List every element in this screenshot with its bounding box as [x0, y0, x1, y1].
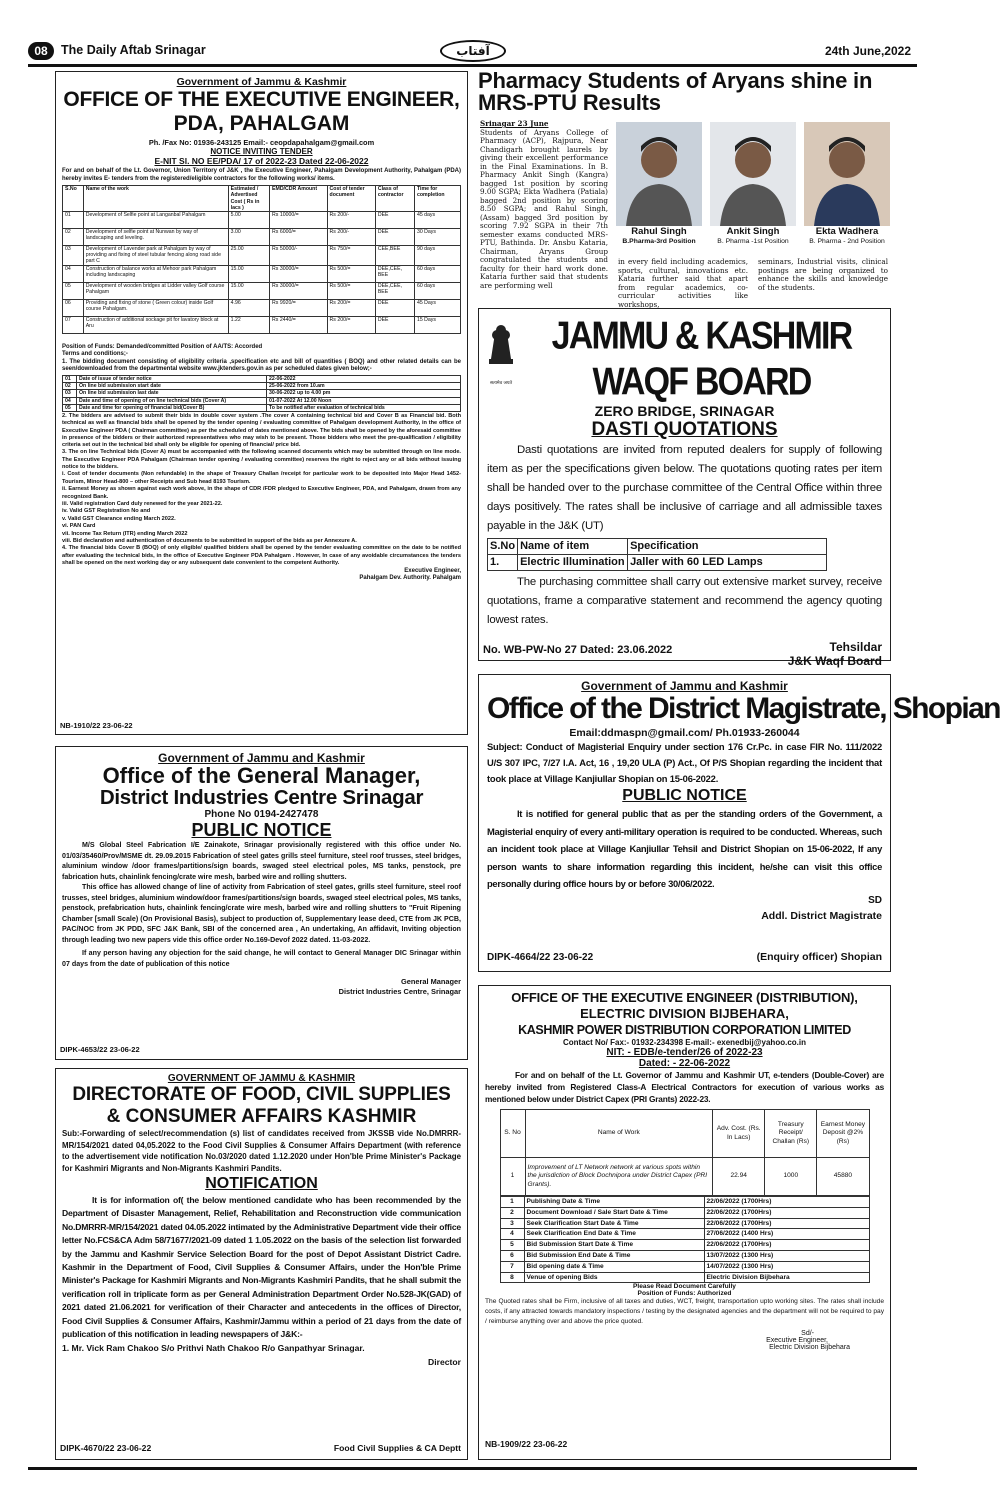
table-cell: Rs 750/=	[327, 246, 375, 266]
table-cell: 1.22	[228, 316, 269, 333]
table-cell: Construction of balance works at Mehoor park Pahalgam including landscaping	[83, 265, 228, 282]
ad-ref-no: NB-1910/22 23-06-22	[60, 721, 133, 730]
table-cell: 25-06-2022 from 10.am	[267, 383, 461, 390]
list-item: i. Cost of tender documents (Non refundable) in the shape of Treasury Challan /receipt for particular work to be deposited into Major Head 1452- Tourism, Minor Head-800 – other Receipts and Sub head 8193 Tourism.	[62, 471, 461, 485]
column-header: S. No	[500, 1110, 525, 1158]
table-cell: CEE,BEE	[375, 246, 414, 266]
term-3: 3. The on line Technical bids (Cover A) must be accompanied with the following scanned documents which may be submitted through on line mode. The Executive Engineer PDA Pahalgam (Chairman tender opening / evaluating committee) reserves the right to reject any or all bids without issuing notice to the bidders.	[62, 449, 461, 471]
student-position: B. Pharma - 2nd Position	[809, 238, 885, 245]
notice-type: DASTI QUOTATIONS	[591, 419, 778, 440]
table-cell: Document Download / Sale Start Date & Time	[524, 1207, 704, 1218]
address: ZERO BRIDGE, SRINAGAR	[594, 403, 775, 419]
table-cell: 2	[500, 1207, 524, 1218]
table-cell: 30-06-2022 up to 4.00 pm	[267, 390, 461, 397]
table-cell: 04	[63, 265, 84, 282]
table-cell: DEE	[375, 316, 414, 333]
table-header-row	[500, 1110, 869, 1158]
page-header	[28, 40, 917, 64]
table-row	[63, 404, 461, 411]
signature-2: (Enquiry officer) Shopian	[756, 951, 882, 963]
table-cell: 05	[63, 404, 77, 411]
column-header: Adv. Cost. (Rs. In Lacs)	[713, 1110, 765, 1158]
table-cell: 22/06/2022 (1700Hrs)	[704, 1207, 869, 1218]
ad-ref-no: DIPK-4653/22 23-06-22	[60, 1045, 140, 1054]
sd-mark: SD	[868, 894, 882, 906]
table-row	[500, 1158, 869, 1196]
footer-rule	[28, 1467, 917, 1470]
list-item: v. Valid GST Clearance ending March 2022.	[62, 515, 176, 522]
table-cell: Rs 200/-	[327, 212, 375, 229]
table-cell: Seek Clarification End Date & Time	[524, 1229, 704, 1240]
table-cell: 15 Days	[414, 316, 460, 333]
table-cell: 25.00	[228, 246, 269, 266]
table-cell: On line bid submission start date	[77, 383, 267, 390]
table-row	[63, 390, 461, 397]
table-cell: Rs 9920/=	[270, 299, 328, 316]
student-name: Ekta Wadhera	[815, 226, 879, 237]
term-1: 1. The bidding document consisting of eligibility criteria ,specification etc and bill of quantities ( BOQ) and other related details can be seen/downloaded from the departmental website www.jktenders.gov.in as per scheduled dates given below;-	[62, 358, 461, 373]
column-header: Class of contractor	[375, 186, 414, 212]
table-cell: 45 Days	[414, 299, 460, 316]
table-cell: 22.94	[713, 1158, 765, 1196]
table-cell: 03	[63, 246, 84, 266]
article-col-3: seminars, Industrial visits, clinical postings are being organized to enhance the skills and knowledge of the students.	[758, 257, 888, 292]
items-table	[487, 538, 827, 571]
list-item: viii. Bid declaration and authentication of documents to be submitted in support of the bids as per Annexure A.	[62, 538, 357, 545]
notice-type: PUBLIC NOTICE	[622, 787, 747, 804]
notice-title: Office of the District Magistrate, Shopian	[487, 692, 1000, 725]
table-cell: Development of wooden bridges at Lidder valley Golf course Pahalgam	[83, 282, 228, 299]
ad-ref-no: No. WB-PW-No 27 Dated: 23.06.2022	[483, 644, 673, 656]
table-row	[63, 375, 461, 382]
waqf-quotation-notice	[478, 308, 891, 668]
table-cell: Rs 200/=	[327, 316, 375, 333]
notice-type: NOTICE INVITING TENDER	[210, 147, 313, 156]
table-cell: 45 days	[414, 212, 460, 229]
table-cell: Rs 2440/=	[270, 316, 328, 333]
signature-1: Executive Engineer,	[404, 567, 461, 574]
ad-ref-no: NB-1909/22 23-06-22	[485, 1439, 568, 1449]
tender-ref: E-NIT Sl. NO EE/PDA/ 17 of 2022-23 Dated 22-06-2022	[154, 156, 369, 166]
column-header: Earnest Money Deposit @2% (Rs)	[817, 1110, 869, 1158]
funds-line: Position of Funds: Demanded/committed Position of AA/TS: Accorded	[62, 343, 263, 350]
article-headline: Pharmacy Students of Aryans shine in MRS-PTU Results	[478, 68, 873, 115]
table-cell: 02	[63, 383, 77, 390]
column-header: Estimated / Advertised Cost ( Rs in lacs )	[228, 186, 269, 212]
signature-1: General Manager	[401, 977, 461, 986]
table-cell: 01	[63, 212, 84, 229]
terms-heading: Terms and conditions;-	[62, 351, 128, 358]
table-cell: 22/06/2022 (1700Hrs)	[704, 1240, 869, 1251]
student-position: B. Pharma -1st Position	[717, 238, 789, 245]
document-list	[62, 471, 461, 567]
schedule-table	[500, 1196, 870, 1283]
table-cell: 04	[63, 397, 77, 404]
table-cell: 22/06/2022 (1700Hrs)	[704, 1218, 869, 1229]
footer-text: The Quoted rates shall be Firm, inclusive of all taxes and duties, WCT, freight, transportation upto working sites. The rates shall include costs, if any attracted towards mandatory inspections / testing by the designated agencies and the department will not be required to pay / reimburse anything over and above the price quoted.	[485, 1298, 884, 1325]
table-cell: Providing and fixing of stone ( Green colour) inside Golf course Pahalgam.	[83, 299, 228, 316]
table-cell: 15.00	[228, 265, 269, 282]
notice-title-2: District Industries Centre Srinagar	[99, 786, 424, 809]
notice-title: DIRECTORATE OF FOOD, CIVIL SUPPLIES	[72, 1084, 451, 1105]
newspaper-logo: آفتاب	[440, 40, 506, 62]
pda-tender-notice	[55, 71, 468, 735]
student-name: Rahul Singh	[631, 226, 687, 237]
table-cell: 5.00	[228, 212, 269, 229]
national-emblem-icon: सत्यमेव जयते	[485, 315, 517, 375]
term-2: 2. The bidders are advised to submit their bids in double cover system .The cover A containing technical bid and Cover B as Financial bid. Both technical as well as financial bids shall be opened by the tender opening / evaluating committee of Pahalgam development Authority, in the office of Executive Engineer PDA ( Chairman committee) as per the scheduled of dates mentioned above. The bids shall be opened by the aforesaid committee in presence of the bidders or their authorized representatives who may wish to be present. Those bidders who meet the pre-qualification / eligibility criteria set out in the technical bid shall only be eligible for opening of financial/ price bid.	[62, 413, 461, 449]
table-cell: Rs 500/=	[327, 282, 375, 299]
table-cell: Rs 200/-	[327, 229, 375, 246]
body-text: It is notified for general public that as per the standing orders of the Government, a Magisterial enquiry of every anti-military operation is required to be conducted. Whereas, such an incident took place at Village Kanjiullar Tehsil and District Shopian on 15-06-2022, If any person wants to share information regarding this incident, he/she can visit this office personally during office hours by or before 30/06/2022.	[487, 808, 882, 889]
table-cell: Development of selfie point at Nunwan by way of landscaping and leveling.	[83, 229, 228, 246]
body-text-2: The purchasing committee shall carry out extensive market survey, receive quotations, frame a comparative statement and recommend the agency quoting lowest rates.	[487, 576, 882, 626]
list-item: iv. Valid GST Registration No and	[62, 508, 151, 515]
signature-2: District Industries Centre, Srinagar	[338, 986, 461, 996]
table-cell: 22/06/2022 (1700Hrs)	[704, 1197, 869, 1208]
student-position: B.Pharma-3rd Position	[622, 238, 696, 245]
table-cell: Rs 50000/-	[270, 246, 328, 266]
body-text: It is for information of( the below mentioned candidate who has been recommended by the Department of Disaster Management, Relief, Rehabilitation and Reconstruction vide communication No.DMRRR-MR/154/2021 dated 04.05.2022 intimated by the Administrative Department vide their office letter No.FCS&CA Adm 58/71677/2021-09 dated 1 1.05.2022 on the basis of the selection list forwarded by the Jammu and Kashmir Service Selection Board for the post of Depot Assistant District Cadre. Kashmir in the Department of Food, Civil Supplies & Consumer Affairs, under the Hon'ble Prime Minister's Package for Kashmiri Migrants and Non-Migrants Kashmiri Pandits, that he shall submit the verification roll in triplicate form as per General Administration Department Order No.528-JK(GAD) of 2021 dated 21.06.2021 for verification of their Character and antecedents in the offices of Director, Food Civil Supplies & Consumer Affairs, Kashmir/Jammu within a period of 21 days from the date of publication of this notification in leading newspapers of J&K:-	[62, 1195, 461, 1340]
table-header-row	[63, 186, 461, 212]
header-rule	[28, 64, 917, 67]
table-row	[63, 316, 461, 333]
nit-ref: NIT: - EDB/e-tender/26 of 2022-23	[606, 1047, 763, 1058]
student-photo	[710, 122, 796, 226]
notice-type: NOTIFICATION	[205, 1175, 318, 1192]
table-cell: 03	[63, 390, 77, 397]
notice-title-2: PDA, PAHALGAM	[173, 112, 350, 135]
table-cell: 30 Days	[414, 229, 460, 246]
table-cell: 5	[500, 1240, 524, 1251]
table-row	[63, 282, 461, 299]
signature-2: Pahalgam Dev. Authority. Pahalgam	[359, 575, 461, 582]
table-cell: 45880	[817, 1158, 869, 1196]
notice-title: OFFICE OF THE EXECUTIVE ENGINEER,	[63, 88, 460, 111]
table-cell: 02	[63, 229, 84, 246]
notice-type: PUBLIC NOTICE	[191, 820, 332, 840]
ad-ref-no: DIPK-4670/22 23-06-22	[60, 1443, 152, 1453]
govt-line: Government of Jammu and Kashmir	[581, 679, 788, 693]
table-cell: Venue of opening Bids	[524, 1272, 704, 1283]
works-table	[500, 1109, 870, 1196]
table-row: 1. Electric Illumination Jaller with 60 LED Lamps	[488, 555, 827, 571]
notice-title: JAMMU & KASHMIR WAQF BOARD	[551, 314, 852, 404]
article-col-2: in every field including academics, sports, cultural, innovations etc. Kataria further said that apart from regular academics, co-curricular activities like workshops,	[618, 257, 748, 309]
table-row	[500, 1240, 869, 1251]
govt-line: GOVERNMENT OF JAMMU & KASHMIR	[167, 1073, 356, 1084]
table-row	[63, 212, 461, 229]
dic-public-notice	[55, 746, 468, 1060]
phone-line: Phone No 0194-2427478	[204, 809, 319, 820]
table-cell: Rs 30000/=	[270, 265, 328, 282]
notice-title: OFFICE OF THE EXECUTIVE ENGINEER (DISTRIBUTION),	[511, 990, 858, 1005]
table-cell: 60 days	[414, 265, 460, 282]
table-row	[500, 1218, 869, 1229]
table-cell: DEE,CEE, BEE	[375, 265, 414, 282]
notice-title-3: KASHMIR POWER DISTRIBUTION CORPORATION LIMITED	[518, 1023, 851, 1037]
dates-table	[62, 375, 461, 412]
issue-date: 24th June,2022	[824, 44, 911, 58]
subject: Sub:-Forwarding of select/recommendation (s) list of candidates received from JKSSB vide No.DMRRR-MR/154/2021 dated 04,05.2022 to the Food Civil Supplies & Consumer Affairs Department (with reference to the advertisement vide notification No.03/2020 dated 1.12.2020 under Hon'ble Prime Minister's Package for Kashmiri Migrants and Non-Migrants Kashmiri Pandits.	[62, 1129, 461, 1173]
email-line: Email:ddmaspn@gmail.com/ Ph.01933-260044	[569, 727, 800, 739]
table-cell: Date and time for opening of financial bid(Cover B)	[77, 404, 267, 411]
notice-title: Office of the General Manager,	[102, 763, 421, 788]
table-row	[63, 383, 461, 390]
table-cell: Date and time of opening of on line technical bids (Cover A)	[77, 397, 267, 404]
student-card	[616, 122, 702, 257]
table-cell: Rs 500/=	[327, 265, 375, 282]
table-row	[500, 1207, 869, 1218]
article-text-1: Students of Aryans College of Pharmacy (ACP), Rajpura, Near Chandigarh brought laurels by giving their excellent performance in the Final Examinations. In B. Pharmacy Ankit Singh (Kangra) bagged 1st position by scoring 9.00 SGPA; Ekta Wadhera (Patiala) bagged 2nd position by scoring 8.50 SGPA; and Rahul Singh, (Assam) bagged 3rd position by scoring 7.92 SGPA in their 7th semester exams conducted MRS-PTU, Bathinda. Dr. Ansbu Kataria, Chairman, Aryans Group congratulated the students and faculty for their hard work done. Kataria further said that students are performing well	[480, 127, 608, 290]
article-col-1	[480, 120, 608, 290]
table-cell: 6	[500, 1250, 524, 1261]
table-cell: DEE	[375, 229, 414, 246]
table-row	[63, 246, 461, 266]
contact-line: Contact No/ Fax:- 01932-234398 E-mail:- exenedbij@yahoo.co.in	[563, 1038, 806, 1047]
signature-1: Director	[428, 1357, 461, 1368]
student-photos	[616, 122, 886, 257]
contact-line: Ph. /Fax No: 01936-243125 Email:- ceopdapahalgam@gmail.com	[148, 138, 375, 147]
ad-ref-no: DIPK-4664/22 23-06-22	[487, 952, 594, 963]
table-cell: 1	[500, 1158, 525, 1196]
table-cell: Rs 6000/=	[270, 229, 328, 246]
candidate-item: 1. Mr. Vick Ram Chakoo S/o Prithvi Nath Chakoo R/o Ganpathyar Srinagar.	[62, 1343, 365, 1354]
table-cell: Improvement of LT Network network at various spots within the jurisdiction of Block Dochnipora under District Capex (PRI Grants).	[525, 1158, 713, 1196]
table-cell: Publishing Date & Time	[524, 1197, 704, 1208]
dateline: Srinagar 23 June	[480, 119, 549, 128]
table-cell: DEE,CEE, BEE	[375, 282, 414, 299]
funds-line: Position of Funds: Authorized	[637, 1290, 732, 1298]
column-header: Time for completion	[414, 186, 460, 212]
table-cell: 07	[63, 316, 84, 333]
table-row	[500, 1197, 869, 1208]
signature-2: J&K Waqf Board	[787, 654, 882, 668]
table-cell: 4	[500, 1229, 524, 1240]
table-row	[63, 229, 461, 246]
table-cell: Seek Clarification Start Date & Time	[524, 1218, 704, 1229]
intro-text: For and on behalf of the Lt. Governor of Jammu and Kashmir UT, e-tenders (Double-Cover) are hereby invited from Registered Class-A Electrical Contractors for execution of various works as mentioned below under District Capex (PRI Grants) 2022-23.	[485, 1070, 884, 1104]
table-cell: DEE	[375, 212, 414, 229]
table-cell: Rs 30000/=	[270, 282, 328, 299]
table-cell: 15.00	[228, 282, 269, 299]
notice-title-2: ELECTRIC DIVISION BIJBEHARA,	[580, 1006, 789, 1021]
table-cell: 27/06/2022 (1400 Hrs)	[704, 1229, 869, 1240]
signature-1: Tehsildar	[829, 640, 882, 654]
pharmacy-article	[478, 68, 890, 309]
table-cell: Rs 10000/=	[270, 212, 328, 229]
table-row	[63, 397, 461, 404]
notice-title-2: & CONSUMER AFFAIRS KASHMIR	[106, 1106, 417, 1127]
table-cell: Construction of additional sockage pit for lavatory block at Aru	[83, 316, 228, 333]
works-table	[62, 185, 461, 333]
table-cell: 13/07/2022 (1300 Hrs)	[704, 1250, 869, 1261]
table-cell: 1	[500, 1197, 524, 1208]
column-header: S.No	[63, 186, 84, 212]
table-cell: Rs 200/=	[327, 299, 375, 316]
table-cell: Electric Division Bijbehara	[704, 1272, 869, 1283]
column-header: Name of Work	[525, 1110, 713, 1158]
kpdcl-tender-notice	[478, 985, 891, 1460]
table-row	[63, 265, 461, 282]
student-card	[710, 122, 796, 257]
student-card	[804, 122, 890, 257]
list-item: vii. Income Tax Return (ITR) ending March 2022	[62, 530, 188, 537]
table-row	[500, 1261, 869, 1272]
table-row	[63, 299, 461, 316]
table-cell: 1000	[765, 1158, 817, 1196]
table-cell: 14/07/2022 (1300 Hrs)	[704, 1261, 869, 1272]
table-row	[500, 1250, 869, 1261]
table-row	[500, 1229, 869, 1240]
read-note: Please Read Document Carefully	[633, 1283, 736, 1291]
table-cell: 06	[63, 299, 84, 316]
list-item: vi. PAN Card	[62, 523, 96, 530]
intro-text: For and on behalf of the Lt. Governor, Union Territory of J&K , the Executive Engineer, Pahalgam Development Authority, Pahalgam (PDA) hereby invites E- tenders from the registered/eligible contractors for the following works/ items.	[62, 168, 461, 182]
table-cell: 22-06-2022	[267, 375, 461, 382]
table-cell: 05	[63, 282, 84, 299]
table-cell: On line bid submission last date	[77, 390, 267, 397]
page-number-badge: 08	[28, 42, 54, 60]
table-cell: DEE	[375, 299, 414, 316]
signature-2: Food Civil Supplies & CA Deptt	[333, 1443, 461, 1453]
paragraph-2: This office has allowed change of line of activity from Fabrication of steel gates, grills steel furniture, steel roof trusses, steel bridges, aluminium window/door frames/partitions/sign boards, swaged steel electrical poles, MS tanks, penstock, prefabrication huts, chainlink fencing/crate wire mesh, barbed wire and rolling shutters to "Fruit Ripening Chamber [small Scale) (On Provisional Basis), subject to production of, Supplementary lease deed, CTE from JK PCB, PAC/NOC from JK PDD, SFC J&K Bank, SBI of the concerned area , An undertaking, An affidavit, Inviting objection through leading two new papers vide this office order No.169-Devof 2022 dated. 11-03-2022.	[62, 883, 461, 944]
sd-mark: Sd/-	[801, 1329, 814, 1337]
nit-date: Dated: - 22-06-2022	[638, 1058, 731, 1069]
govt-line: Government of Jammu and Kashmir	[158, 751, 365, 765]
dm-public-notice	[478, 674, 1000, 972]
table-cell: Bid opening date & Time	[524, 1261, 704, 1272]
student-photo	[616, 122, 702, 226]
subject: Subject: Conduct of Magisterial Enquiry under section 176 Cr.Pc. in case FIR No. 111/2022 U/S 307 IPC, 7/27 I.A. Act, 16 , 19,20 ULA (P) Act., Of P/S Shopian regarding the incident that took place at Village Kanjiullar Shopian on 15-06-2022.	[487, 741, 882, 784]
table-cell: 60 days	[414, 282, 460, 299]
signature-1: Addl. District Magistrate	[761, 909, 882, 922]
student-name: Ankit Singh	[726, 226, 780, 237]
table-cell: 8	[500, 1272, 524, 1283]
table-cell: Bid Submission End Date & Time	[524, 1250, 704, 1261]
list-item: ii. Earnest Money as shown against each work above, in the shape of CDR /FDR pledged to Executive Engineer, PDA, and Pahalgam, drawn from any recognized Bank.	[62, 486, 461, 500]
table-cell: 01	[63, 375, 77, 382]
student-photo	[804, 122, 890, 226]
table-cell: Bid Submission Start Date & Time	[524, 1240, 704, 1251]
paper-name: The Daily Aftab Srinagar	[61, 43, 206, 57]
table-row	[500, 1272, 869, 1283]
paragraph-1: M/S Global Steel Fabrication I/E Zainakote, Srinagar provisionally registered with this office under No. 01/03/35460/Prov/MSME dt. 29.09.2015 Fabrication of steel gates grills steel furniture, steel roof trusses, steel bridges, aluminium window /door frames/partitions/sign boards, swaged steel electrical poles, MS tanks, penstock, pre fabrication huts, chainlink fencing/crate wire mesh, barbed wire and rolling shutters.	[62, 841, 461, 881]
list-item: iii. Valid registration Card duly renewed for the year 2021-22.	[62, 501, 223, 507]
column-header: EMD/CDR Amount	[270, 186, 328, 212]
govt-line: Government of Jammu & Kashmir	[176, 76, 347, 88]
table-cell: Development of Selfie point at Langanbal Pahalgam	[83, 212, 228, 229]
column-header: Name of the work	[83, 186, 228, 212]
table-cell: Date of issue of tender notice	[77, 375, 267, 382]
table-header-row: S.No Name of item Specification	[488, 539, 827, 555]
table-cell: 3	[500, 1218, 524, 1229]
table-cell: 90 days	[414, 246, 460, 266]
table-cell: Development of Lavender park at Pahalgam by way of providing and fixing of steel tubular fencing along road side part C	[83, 246, 228, 266]
table-cell: 7	[500, 1261, 524, 1272]
table-cell: 3.00	[228, 229, 269, 246]
list-item: 4. The financial bids Cover B (BOQ) of only eligible/ qualified bidders shall be opened by the tender evaluating committee on the date to be notified after evaluating the technical bids, in the office of Executive Engineer PDA Pahalgam . However, In case of any avoidable circumstances the tenders shall be opened on the next working day or any subsequent date convenient to the competent Authority.	[62, 545, 461, 567]
paragraph-3: If any person having any objection for the said change, he will contact to General Manager DIC Srinagar within 07 days from the date of publication of this notice	[62, 949, 461, 968]
table-cell: 4.96	[228, 299, 269, 316]
column-header: Cost of tender document	[327, 186, 375, 212]
signature-2: Electric Division Bijbehara	[769, 1343, 850, 1351]
table-cell: To be notified after evaluation of technical bids	[267, 404, 461, 411]
column-header: Treasury Receipt/ Challan (Rs)	[765, 1110, 817, 1158]
table-cell: 01-07-2022 At 12.00 Noon	[267, 397, 461, 404]
food-supplies-notification	[55, 1068, 468, 1460]
body-text: Dasti quotations are invited from reputed dealers for supply of following item as per the specifications given below. The quotations quoting rates per item shall be handed over to the purchase committee of the Central Office within three days positively. The rates shall be inclusive of carriage and all admissible taxes payable in the J&K (UT)	[487, 444, 882, 532]
signature-1: Executive Engineer,	[766, 1336, 828, 1344]
